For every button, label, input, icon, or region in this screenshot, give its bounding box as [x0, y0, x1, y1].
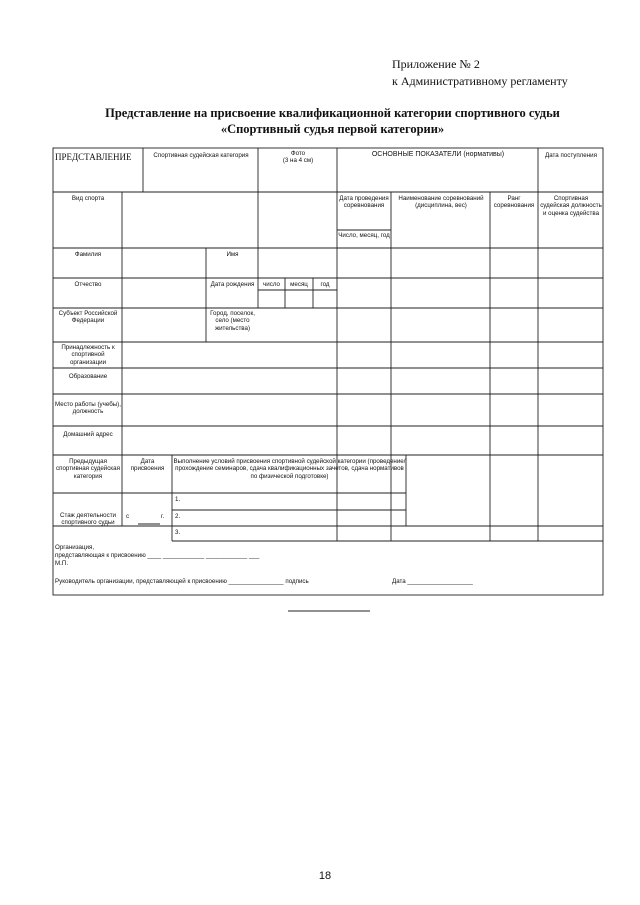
- footer-date: Дата ___________________: [392, 578, 473, 585]
- representation-label: ПРЕДСТАВЛЕНИЕ: [55, 152, 132, 162]
- work-place-label: Место работы (учебы), должность: [55, 401, 121, 416]
- name-label: Имя: [226, 251, 239, 258]
- conditions-label: Выполнение условий присвоения спортивной судейской категории (проведение/прохождение семинаров, сдача квалификационных зачетов, сдача нормативов по физической подготовке): [173, 458, 406, 480]
- competition-date-label: Дата проведения соревнования: [339, 195, 389, 210]
- footer-stamp: М.П.: [55, 560, 69, 567]
- experience-label: Стаж деятельности спортивного судьи: [59, 512, 116, 527]
- sport-type-label: Вид спорта: [71, 195, 105, 202]
- photo-size-text: (3 на 4 см): [282, 157, 314, 165]
- main-indicators-label: ОСНОВНЫЕ ПОКАЗАТЕЛИ (нормативы): [371, 151, 505, 158]
- year-label: год: [320, 281, 330, 288]
- footer-org-line-2: представляющая к присвоению ____ ____________ ____________ ___: [55, 552, 260, 559]
- competition-rank-label: Ранг соревнования: [493, 195, 535, 210]
- surname-label: Фамилия: [74, 251, 102, 258]
- appendix-line-2: к Административному регламенту: [392, 74, 568, 88]
- month-label: месяц: [290, 281, 308, 288]
- row-3-number: 3.: [175, 529, 181, 536]
- footer-org-line-1: Организация,: [55, 544, 95, 551]
- page-number: 18: [318, 870, 332, 882]
- footer-head-signature: Руководитель организации, представляющей к присвоению ________________ подпись: [55, 578, 309, 585]
- assign-date-label: Дата присвоения: [130, 458, 165, 473]
- organization-label: Принадлежность к спортивной организации: [61, 344, 115, 366]
- row-1-number: 1.: [175, 496, 181, 503]
- appendix-line-1: Приложение № 2: [392, 57, 480, 71]
- day-label: число: [263, 281, 280, 288]
- experience-from: с: [126, 513, 130, 520]
- sport-category-label: Спортивная судейская категория: [153, 152, 249, 159]
- education-label: Образование: [68, 373, 108, 380]
- title-line-1: Представление на присвоение квалификационной категории спортивного судьи: [105, 106, 560, 120]
- birth-date-label: Дата рождения: [210, 281, 255, 288]
- date-received-label: Дата поступления: [545, 152, 597, 159]
- date-format-label: Число, месяц, год: [338, 232, 390, 239]
- title-line-2: «Спортивный судья первой категории»: [220, 122, 445, 136]
- previous-category-label: Предыдущая спортивная судейская категория: [56, 458, 120, 480]
- city-label: Город, поселок, село (место жительства): [210, 310, 255, 332]
- competition-name-label: Наименование соревнований (дисциплина, вес): [398, 195, 484, 210]
- photo-text: Фото: [290, 150, 306, 157]
- judge-position-label: Спортивная судейская должность и оценка судейства: [540, 195, 602, 217]
- row-2-number: 2.: [175, 513, 181, 520]
- photo-label: [259, 150, 337, 165]
- subject-label: Субъект Российской Федерации: [58, 310, 118, 325]
- home-address-label: Домашний адрес: [63, 431, 113, 438]
- patronymic-label: Отчество: [74, 281, 102, 288]
- experience-year-suffix: г.: [161, 513, 165, 520]
